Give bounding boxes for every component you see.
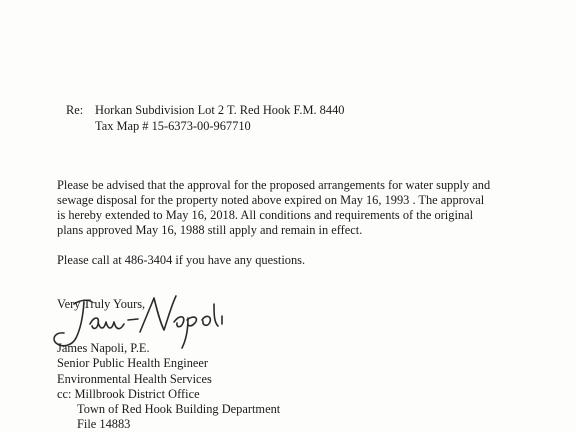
cc-line-3: File 14883	[77, 417, 131, 431]
signature-stroke-oli	[202, 304, 222, 326]
re-subject: Horkan Subdivision Lot 2 T. Red Hook F.M. 8440	[95, 103, 345, 117]
body-line-4: plans approved May 16, 1988 still apply and remain in effect.	[57, 223, 363, 237]
cc-line-2: Town of Red Hook Building Department	[77, 402, 281, 416]
salutation: Very Truly Yours,	[57, 297, 146, 311]
signer-title: Senior Public Health Engineer	[57, 356, 209, 370]
signature-stroke-n	[140, 296, 176, 332]
re-label: Re:	[66, 103, 84, 117]
signer-name: James Napoli, P.E.	[57, 341, 150, 355]
cc-line-1: cc: Millbrook District Office	[57, 387, 200, 401]
signature-stroke-j	[54, 300, 92, 345]
signer-department: Environmental Health Services	[57, 372, 212, 386]
body-line-3: is hereby extended to May 16, 2018. All conditions and requirements of the original	[57, 208, 474, 222]
signature-stroke-ap	[174, 317, 196, 348]
body-line-1: Please be advised that the approval for the proposed arrangements for water supply and	[57, 178, 491, 192]
tax-map-line: Tax Map # 15-6373-00-967710	[95, 119, 251, 133]
body-line-2: sewage disposal for the property noted above expired on May 16, 1993 . The approval	[57, 193, 485, 207]
contact-line: Please call at 486-3404 if you have any questions.	[57, 253, 306, 267]
signature-stroke-dash	[128, 319, 138, 320]
signature-stroke-am	[90, 318, 124, 329]
